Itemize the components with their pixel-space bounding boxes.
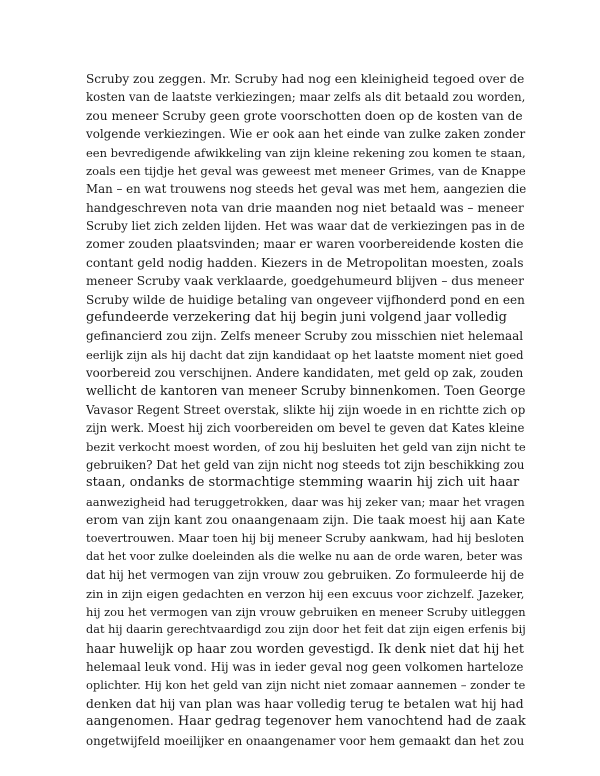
text-line: staan, ondanks de stormachtige stemming waarin hij zich uit haar bbox=[86, 475, 520, 491]
text-line: Vavasor Regent Street overstak, slikte hij zijn woede in en richtte zich op bbox=[86, 402, 526, 417]
body-paragraph bbox=[86, 70, 526, 750]
text-line: contant geld nodig hadden. Kiezers in de Metropolitan moesten, zoals bbox=[86, 255, 524, 270]
text-line: zou meneer Scruby geen grote voorschotten doen op de kosten van de bbox=[86, 108, 523, 123]
text-line: denken dat hij van plan was haar volledig terug te betalen wat hij had bbox=[86, 696, 524, 711]
text-line: zoals een tijdje het geval was geweest met meneer Grimes, van de Knappe bbox=[86, 163, 526, 178]
text-line: Scruby zou zeggen. Mr. Scruby had nog een kleinigheid tegoed over de bbox=[86, 72, 525, 86]
text-line: haar huwelijk op haar zou worden gevestigd. Ik denk niet dat hij het bbox=[86, 640, 524, 656]
text-line: gebruiken? Dat het geld van zijn nicht nog steeds tot zijn beschikking zou bbox=[86, 457, 525, 472]
text-line: Man – en wat trouwens nog steeds het geval was met hem, aangezien die bbox=[86, 182, 527, 197]
text-line: zin in zijn eigen gedachten en verzon hij een excuus voor zichzelf. Jazeker, bbox=[86, 586, 525, 601]
text-line: meneer Scruby vaak verklaarde, goedgehumeurd blijven – dus meneer bbox=[86, 274, 524, 289]
text-line: eerlijk zijn als hij dacht dat zijn kandidaat op het laatste moment niet goed bbox=[86, 347, 524, 362]
text-line: handgeschreven nota van drie maanden nog niet betaald was – meneer bbox=[86, 200, 524, 215]
text-line: aangenomen. Haar gedrag tegenover hem vanochtend had de zaak bbox=[86, 714, 526, 730]
text-line: gefinancierd zou zijn. Zelfs meneer Scruby zou misschien niet helemaal bbox=[86, 329, 524, 344]
text-line: Scruby wilde de huidige betaling van ongeveer vijfhonderd pond en een bbox=[86, 292, 525, 307]
text-line: een bevredigende afwikkeling van zijn kleine rekening zou komen te staan, bbox=[86, 145, 526, 160]
text-line: dat het voor zulke doeleinden als die welke nu aan de orde waren, beter was bbox=[86, 549, 523, 563]
text-line: gefundeerde verzekering dat hij begin juni volgend jaar volledig bbox=[86, 309, 507, 325]
text-line: voorbereid zou verschijnen. Andere kandidaten, met geld op zak, zouden bbox=[86, 366, 524, 380]
text-line: oplichter. Hij kon het geld van zijn nicht niet zomaar aannemen – zonder te bbox=[86, 678, 526, 693]
text-line: bezit verkocht moest worden, of zou hij besluiten het geld van zijn nicht te bbox=[86, 439, 526, 454]
text-line: kosten van de laatste verkiezingen; maar zelfs als dit betaald zou worden, bbox=[86, 90, 526, 105]
text-line: ongetwijfeld moeilijker en onaangenamer voor hem gemaakt dan het zou bbox=[86, 733, 525, 748]
text-line: helemaal leuk vond. Hij was in ieder geval nog geen volkomen harteloze bbox=[86, 660, 524, 674]
text-line: toevertrouwen. Maar toen hij bij meneer Scruby aankwam, had hij besloten bbox=[86, 531, 525, 546]
text-line: dat hij het vermogen van zijn vrouw zou gebruiken. Zo formuleerde hij de bbox=[86, 568, 525, 583]
text-line: wellicht de kantoren van meneer Scruby binnenkomen. Toen George bbox=[86, 383, 526, 399]
text-line: Scruby liet zich zelden lijden. Het was waar dat de verkiezingen pas in de bbox=[86, 219, 525, 233]
text-line: aanwezigheid had teruggetrokken, daar was hij zeker van; maar het vragen bbox=[86, 494, 525, 509]
text-line: volgende verkiezingen. Wie er ook aan het einde van zulke zaken zonder bbox=[86, 127, 526, 142]
text-line: erom van zijn kant zou onaangenaam zijn. Die taak moest hij aan Kate bbox=[86, 513, 525, 527]
text-line: hij zou het vermogen van zijn vrouw gebruiken en meneer Scruby uitleggen bbox=[86, 604, 526, 619]
text-line: dat hij daarin gerechtvaardigd zou zijn door het feit dat zijn eigen erfenis bij bbox=[86, 623, 526, 637]
text-line: zijn werk. Moest hij zich voorbereiden om bevel te geven dat Kates kleine bbox=[86, 421, 525, 436]
text-line: zomer zouden plaatsvinden; maar er waren voorbereidende kosten die bbox=[86, 237, 524, 252]
